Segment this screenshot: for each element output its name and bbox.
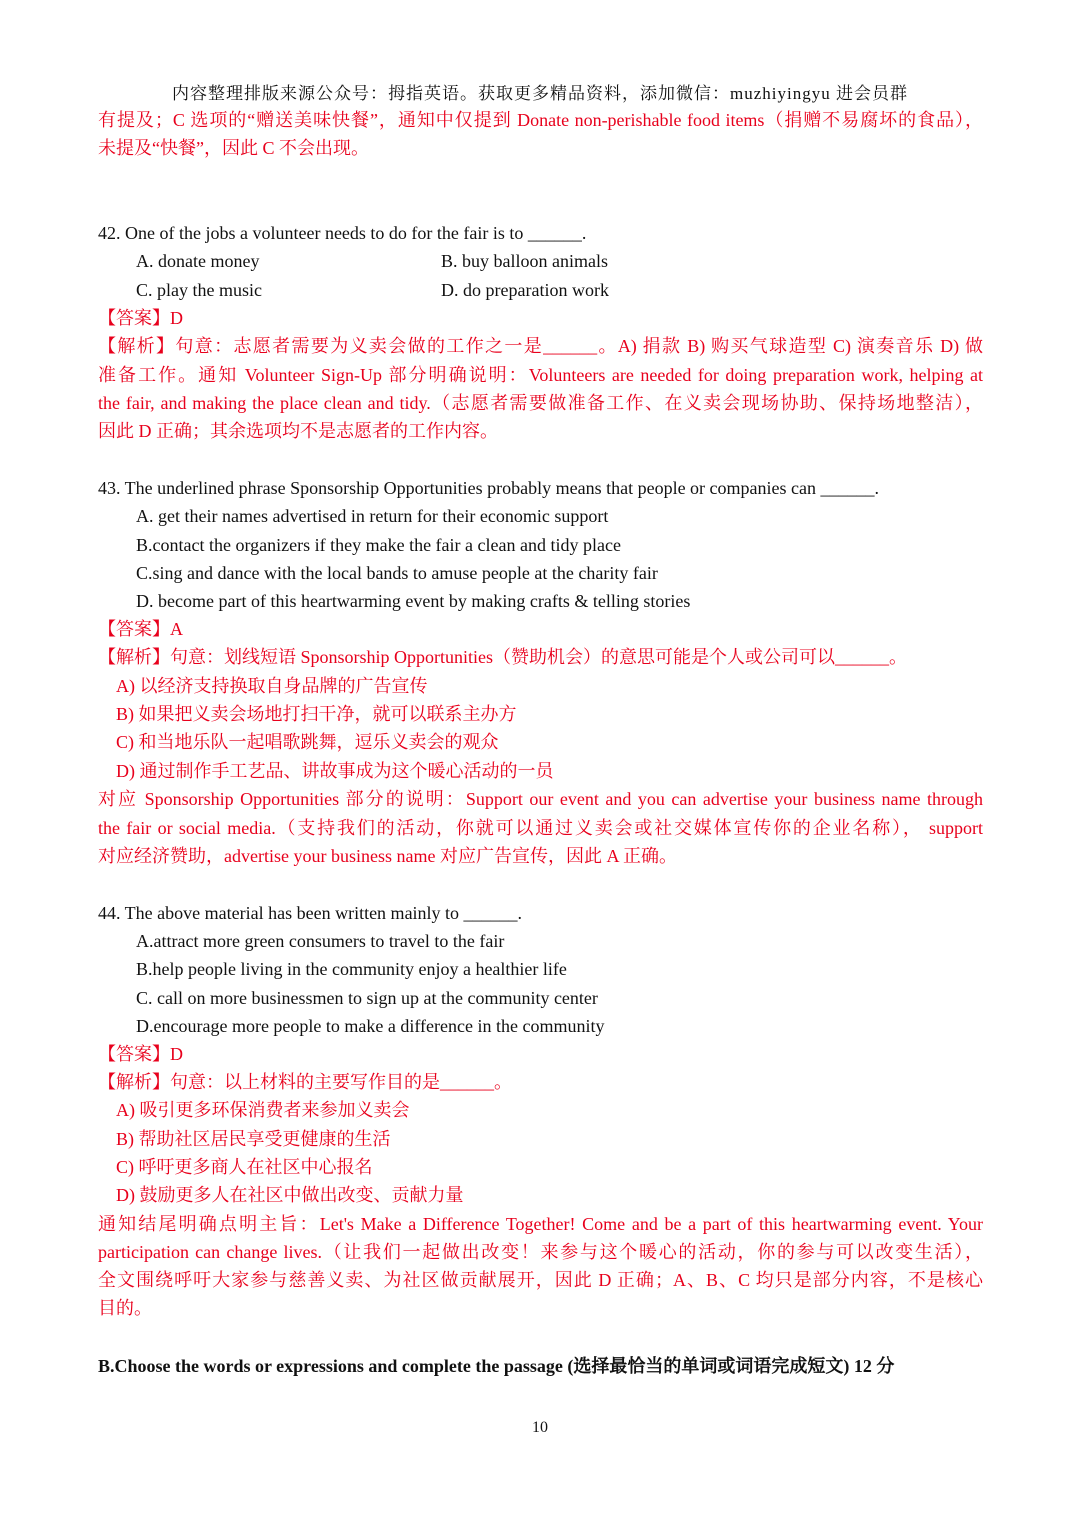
question-44-explanation-head: 【解析】句意：以上材料的主要写作目的是______。 (98, 1072, 512, 1092)
question-42-explanation-line: 【解析】句意：志愿者需要为义卖会做的工作之一是______。A) 捐款 B) 购买气球造型 C) 演奏音乐 D) 做 (98, 336, 983, 356)
question-42-option-a: A. donate money (136, 251, 260, 271)
question-44-option-d: D.encourage more people to make a difference in the community (136, 1016, 605, 1036)
question-43-option-d: D. become part of this heartwarming event by making crafts & telling stories (136, 591, 691, 611)
question-42-option-c: C. play the music (136, 280, 262, 300)
question-44-explanation-line: 目的。 (98, 1298, 152, 1318)
question-44-answer: 【答案】D (98, 1044, 183, 1064)
page-number: 10 (532, 1419, 548, 1436)
question-44-explanation-option: D) 鼓励更多人在社区中做出改变、贡献力量 (116, 1185, 464, 1205)
question-43-explanation-option: A) 以经济支持换取自身品牌的广告宣传 (116, 676, 428, 696)
question-42-option-b: B. buy balloon animals (441, 251, 608, 271)
question-44-explanation-option: B) 帮助社区居民享受更健康的生活 (116, 1129, 391, 1149)
question-44-explanation-line: participation can change lives.（让我们一起做出改变！来参与这个暖心的活动，你的参与可以改变生活）， (98, 1242, 983, 1262)
prev-explanation-line: 有提及；C 选项的“赠送美味快餐”，通知中仅提到 Donate non-perishable food items（捐赠不易腐坏的食品）， (98, 110, 983, 130)
question-44-option-c: C. call on more businessmen to sign up at the community center (136, 988, 598, 1008)
question-43-option-b: B.contact the organizers if they make the fair a clean and tidy place (136, 535, 621, 555)
question-42-explanation-line: the fair, and making the place clean and tidy.（志愿者需要做准备工作、在义卖会现场协助、保持场地整洁）， (98, 393, 983, 413)
question-43-explanation-line: the fair or social media.（支持我们的活动，你就可以通过义卖会或社交媒体宣传你的企业名称）， support (98, 818, 983, 838)
question-44-explanation-line: 全文围绕呼吁大家参与慈善义卖、为社区做贡献展开，因此 D 正确；A、B、C 均只是部分内容，不是核心 (98, 1270, 983, 1290)
prev-explanation-line: 未提及“快餐”，因此 C 不会出现。 (98, 138, 369, 158)
page-header: 内容整理排版来源公众号：拇指英语。获取更多精品资料，添加微信：muzhiyingyu 进会员群 (172, 84, 908, 103)
question-44-option-b: B.help people living in the community enjoy a healthier life (136, 959, 567, 979)
question-42-explanation-line: 准备工作。通知 Volunteer Sign-Up 部分明确说明：Volunteers are needed for doing preparation work, helping at (98, 365, 983, 385)
question-44-stem: 44. The above material has been written mainly to ______. (98, 903, 523, 923)
question-44-explanation-line: 通知结尾明确点明主旨：Let's Make a Difference Together! Come and be a part of this heartwarming event. Your (98, 1214, 983, 1234)
question-43-explanation-option: D) 通过制作手工艺品、讲故事成为这个暖心活动的一员 (116, 761, 554, 781)
question-44-explanation-option: A) 吸引更多环保消费者来参加义卖会 (116, 1100, 410, 1120)
section-b-heading: B.Choose the words or expressions and complete the passage (选择最恰当的单词或词语完成短文) 12 分 (98, 1356, 895, 1376)
question-43-stem: 43. The underlined phrase Sponsorship Opportunities probably means that people or companies can ______. (98, 478, 880, 498)
question-42-explanation-line: 因此 D 正确；其余选项均不是志愿者的工作内容。 (98, 421, 498, 441)
question-43-explanation-line: 对应 Sponsorship Opportunities 部分的说明：Support our event and you can advertise your business name through (98, 789, 983, 809)
question-43-explanation-line: 对应经济赞助，advertise your business name 对应广告宣传，因此 A 正确。 (98, 846, 677, 866)
question-42-stem: 42. One of the jobs a volunteer needs to do for the fair is to ______. (98, 223, 587, 243)
question-42-option-d: D. do preparation work (441, 280, 609, 300)
question-43-explanation-option: C) 和当地乐队一起唱歌跳舞，逗乐义卖会的观众 (116, 732, 499, 752)
question-44-option-a: A.attract more green consumers to travel to the fair (136, 931, 505, 951)
question-43-explanation-head: 【解析】句意：划线短语 Sponsorship Opportunities（赞助机会）的意思可能是个人或公司可以______。 (98, 647, 908, 667)
question-44-explanation-option: C) 呼吁更多商人在社区中心报名 (116, 1157, 373, 1177)
question-43-option-c: C.sing and dance with the local bands to amuse people at the charity fair (136, 563, 658, 583)
question-43-answer: 【答案】A (98, 619, 183, 639)
question-43-option-a: A. get their names advertised in return for their economic support (136, 506, 609, 526)
question-43-explanation-option: B) 如果把义卖会场地打扫干净，就可以联系主办方 (116, 704, 517, 724)
question-42-answer: 【答案】D (98, 308, 183, 328)
